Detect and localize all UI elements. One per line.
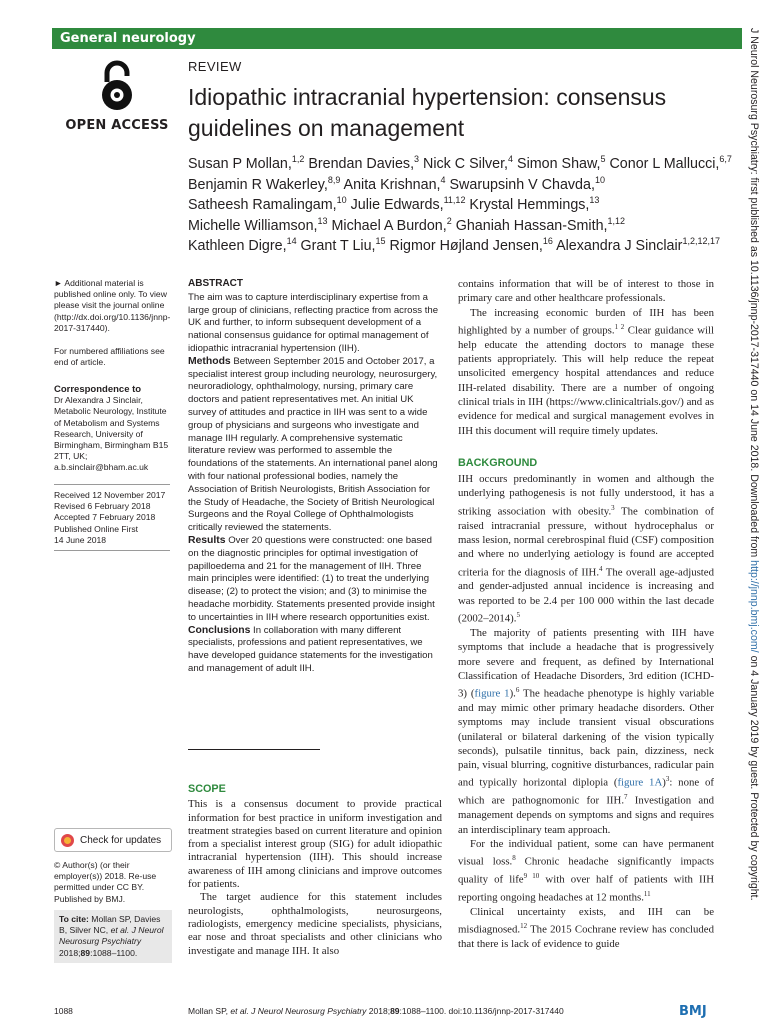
author: Brendan Davies, bbox=[304, 156, 415, 172]
citation: 8 bbox=[512, 854, 516, 863]
background-heading: BACKGROUND bbox=[458, 456, 538, 469]
author-list bbox=[188, 154, 733, 257]
article-type: REVIEW bbox=[188, 59, 242, 74]
cite-journal: et al. J Neurol Neurosurg Psychiatry bbox=[59, 925, 164, 947]
author-affiliation: 14 bbox=[286, 236, 297, 247]
author-affiliation: 6,7 bbox=[719, 154, 732, 165]
author-affiliation: 16 bbox=[542, 236, 553, 247]
figure-1-link[interactable]: figure 1 bbox=[474, 687, 510, 700]
author-affiliation: 2 bbox=[446, 215, 452, 226]
author-affiliation: 13 bbox=[589, 195, 600, 206]
author: Krystal Hemmings, bbox=[465, 197, 590, 213]
author: Michael A Burdon, bbox=[327, 217, 447, 234]
citation: 3 bbox=[665, 775, 670, 784]
citation: 9 10 bbox=[523, 872, 540, 881]
author-affiliation: 11,12 bbox=[443, 195, 466, 206]
right-column bbox=[458, 277, 714, 951]
citation: 11 bbox=[643, 889, 651, 898]
citation: 12 bbox=[520, 922, 528, 931]
scope-heading: SCOPE bbox=[188, 783, 226, 795]
abstract-heading: ABSTRACT bbox=[188, 278, 243, 289]
author-affiliation: 13 bbox=[317, 215, 328, 226]
author: Michelle Williamson, bbox=[188, 217, 318, 234]
conclusions-label: Conclusions bbox=[188, 624, 251, 636]
body-paragraph: IIH occurs predominantly in women and although the underlying pathogenesis is not fully understood, it has a striking association with obesity.$^3$ The combination of raised intracranial pressure, without hydrocephalus or mass lesion, normal cerebrospinal fluid (CSF) composition and where no underlying aetiology is found are accepted criteria for the diagnosis of IIH.$^4$ The overall age-adjusted and gender-adjusted annual incidence is increasing and was reported to be 2.4 per 100 000 within the last decade (2002–2014).$^5$ bbox=[458, 473, 715, 625]
sidebar-divider bbox=[54, 484, 170, 485]
citation: 1 2 bbox=[614, 322, 625, 331]
body-paragraph: The majority of patients presenting with IIH have symptoms that include a headache that is progressively more severe and frequent, as defined by International Classification of Headache Disorders, 3rd edition (ICHD-3) (figure 1).$^6$ The headache phenotype is highly variable and may mimic other primary headache disorders. Other symptoms may include transient visual obscurations (unilateral or bilateral darkening of the vision typically seconds), pulsatile tinnitus, back pain, dizziness, neck pain, visual blurring, cognitive disturbances, radicular pain and typically horizontal diplopia (figure 1A)$^3$: none of which are pathognomonic for IIH.$^7$ Investigation and management depends on symptoms and signs and requires an interdisciplinary team approach. bbox=[458, 626, 714, 836]
author-affiliation: 4 bbox=[508, 154, 514, 165]
body-paragraph: contains information that will be of interest to those in primary care and other healthcare professionals. bbox=[458, 278, 714, 305]
download-watermark: J Neurol Neurosurg Psychiatry: first published as 10.1136/jnnp-2017-317440 on 14 June 2018. Downloaded from http://jnnp.bmj.com/ on 4 January 2019 by guest. Protected by copyright. bbox=[748, 28, 760, 901]
conclusions-text: In collaboration with many different specialists, professions and patient representatives, we have developed guidance statements for the investigation and management of adult IIH. bbox=[188, 624, 433, 674]
author-affiliation: 5 bbox=[600, 154, 606, 165]
body-paragraph: The increasing economic burden of IIH has been highlighted by a number of groups.$^{1 2}$ Clear guidance will help educate the attending doctors to manage these patients appropriately. This will help reduce the repeat unsolicited emergency hospital attendances and reduce IIH-related disability. There are a number of ongoing clinical trials in IIH (https://www.clinicaltrials.gov/) and as evidence for medical and surgical management evolves in IIH this document will require timely updates. bbox=[458, 306, 715, 437]
date-published: 14 June 2018 bbox=[54, 534, 107, 545]
author: Anita Krishnan, bbox=[340, 176, 441, 193]
date-accepted: Accepted 7 February 2018 bbox=[54, 512, 156, 523]
sidebar-divider bbox=[54, 550, 170, 551]
page-number: 1088 bbox=[54, 1006, 73, 1016]
cite-label: To cite: bbox=[59, 914, 89, 924]
open-access-lock-icon bbox=[97, 60, 137, 112]
body-paragraph: For the individual patient, some can have permanent visual loss.$^8$ Chronic headache significantly impacts quality of life$^{9 10}$ with over half of patients with IIH reporting ongoing headaches at 12 months.$^{11}$ bbox=[458, 837, 714, 904]
author-affiliation: 3 bbox=[414, 154, 420, 165]
citation: 7 bbox=[624, 793, 628, 802]
methods-label: Methods bbox=[188, 355, 231, 367]
scope-section bbox=[188, 783, 442, 958]
copyright-note: © Author(s) (or their employer(s)) 2018. Re-use permitted under CC BY. Published by BMJ. bbox=[54, 860, 157, 904]
author: Susan P Mollan, bbox=[188, 156, 292, 172]
author-affiliation: 10 bbox=[336, 195, 347, 206]
author: Simon Shaw, bbox=[513, 156, 601, 172]
scope-paragraph: This is a consensus document to provide practical information for best practice in uniform investigation and treatment strategies based on current literature and opinion from a specialist interest group (SIG) for adult idiopathic intracranial hypertension (IIH). This should increase awareness of IIH among clinicians and improve outcomes for patients. bbox=[188, 798, 442, 891]
abstract-intro: The aim was to capture interdisciplinary expertise from a large group of clinicians, reflecting practice from across the UK and further, to inform subsequent development of a national consensus guidance for optimal management of idiopathic intracranial hypertension (IIH). bbox=[188, 291, 439, 354]
author-affiliation: 8,9 bbox=[327, 174, 341, 185]
affiliations-note: For numbered affiliations see end of article. bbox=[54, 346, 165, 368]
correspondence-heading: Correspondence to bbox=[54, 384, 142, 395]
cite-volume: 89 bbox=[80, 947, 91, 958]
abstract-conclusions bbox=[188, 625, 442, 676]
check-for-updates-button[interactable] bbox=[54, 828, 172, 852]
abstract bbox=[188, 278, 442, 676]
author: Rigmor Højland Jensen, bbox=[385, 238, 543, 254]
additional-material-note: ► Additional material is published online only. To view please visit the journal online (http://dx.doi.org/10.1136/jnnp-2017-317440). bbox=[54, 278, 171, 333]
author-affiliation: 10 bbox=[594, 174, 605, 185]
author: Alexandra J Sinclair bbox=[552, 238, 683, 254]
methods-text: Between September 2015 and October 2017, a specialist interest group including neurology, neurosurgery, neuroradiology, ophthalmology, nursing, primary care doctors and patient representatives met. An initial UK survey of attitudes and practice in IIH was sent to a wide group of physicians and surgeons who investigate and manage IIH regularly. A comprehensive systematic literature review was performed to assemble the foundations of the statements. An international panel along with four national professional bodies, namely the Association of British Neurologists, British Association for the Study of Headache, the Society of British Neurological Surgeons and the Royal College of Ophthalmologists critically reviewed the statements. bbox=[188, 355, 438, 534]
cite-pages: :1088–1100. bbox=[90, 947, 138, 958]
article-dates bbox=[54, 490, 172, 546]
abstract-results bbox=[188, 535, 442, 625]
abstract-methods bbox=[188, 356, 442, 535]
author-affiliation: 1,2 bbox=[291, 154, 305, 165]
cite-year: 2018; bbox=[59, 947, 81, 958]
section-banner: General neurology bbox=[52, 28, 742, 49]
author: Swarupsinh V Chavda, bbox=[445, 176, 595, 193]
author-affiliation: 1,2,12,17 bbox=[682, 236, 720, 247]
check-updates-icon bbox=[61, 834, 74, 847]
author: Ghaniah Hassan-Smith, bbox=[451, 217, 608, 234]
check-updates-label: Check for updates bbox=[80, 834, 162, 846]
author: Conor L Mallucci, bbox=[605, 156, 720, 172]
author: Julie Edwards, bbox=[346, 197, 444, 213]
open-access-badge bbox=[62, 60, 172, 133]
author: Grant T Liu, bbox=[296, 238, 376, 254]
correspondence bbox=[54, 384, 172, 474]
results-text: Over 20 questions were constructed: one based on the diagnostic principles for optimal investigation of papilloedema and 21 for the management of IIH. Three main principles were identified: (1) to treat the underlying disease; (2) to protect the vision; and (3) to minimise the headache morbidity. Statements presented provide insight to uncertainties in IIH where research opportunities exist. bbox=[188, 534, 435, 623]
author: Kathleen Digre, bbox=[188, 238, 287, 254]
citation: 6 bbox=[515, 686, 520, 695]
figure-1a-link[interactable]: figure 1A bbox=[617, 777, 663, 790]
author-affiliation: 4 bbox=[440, 174, 446, 185]
results-label: Results bbox=[188, 534, 226, 546]
cite-authors: Mollan SP, Davies B, Silver NC, bbox=[59, 914, 161, 936]
date-published-label: Published Online First bbox=[54, 523, 139, 534]
date-revised: Revised 6 February 2018 bbox=[54, 501, 151, 512]
article-title: Idiopathic intracranial hypertension: consensus guidelines on management bbox=[188, 84, 667, 141]
author: Nick C Silver, bbox=[419, 156, 509, 172]
abstract-end-rule bbox=[188, 749, 320, 750]
bmj-logo: BMJ bbox=[679, 1004, 707, 1019]
author-affiliation: 1,12 bbox=[607, 215, 626, 226]
body-paragraph: Clinical uncertainty exists, and IIH can be misdiagnosed.$^{12}$ The 2015 Cochrane review has concluded that there is lack of evidence to guide bbox=[458, 905, 714, 950]
citation: 5 bbox=[516, 611, 520, 620]
author: Benjamin R Wakerley, bbox=[188, 176, 328, 193]
open-access-label: OPEN ACCESS bbox=[65, 118, 169, 133]
scope-paragraph: The target audience for this statement includes neurologists, ophthalmologists, neurosurgeons, radiologists, emergency medicine specialists, physicians, ear nose and throat specialists and other clinicians who investigate and manage IIH. It also bbox=[188, 891, 442, 957]
author-affiliation: 15 bbox=[375, 236, 386, 247]
citation: 4 bbox=[599, 564, 603, 573]
how-to-cite-box bbox=[54, 910, 172, 963]
citation: 3 bbox=[611, 503, 615, 512]
correspondence-address: Dr Alexandra J Sinclair, Metabolic Neurology, Institute of Metabolism and Systems Research, University of Birmingham, Birmingham B15 2TT, UK; a.b.sinclair@bham.ac.uk bbox=[54, 395, 169, 473]
footer-citation: Mollan SP, et al. J Neurol Neurosurg Psychiatry 2018;89:1088–1100. doi:10.1136/jnnp-2017-317440 bbox=[188, 1006, 564, 1016]
author: Satheesh Ramalingam, bbox=[188, 197, 337, 213]
date-received: Received 12 November 2017 bbox=[54, 490, 166, 500]
journal-url-link[interactable]: http://jnnp.bmj.com/ bbox=[748, 560, 760, 653]
